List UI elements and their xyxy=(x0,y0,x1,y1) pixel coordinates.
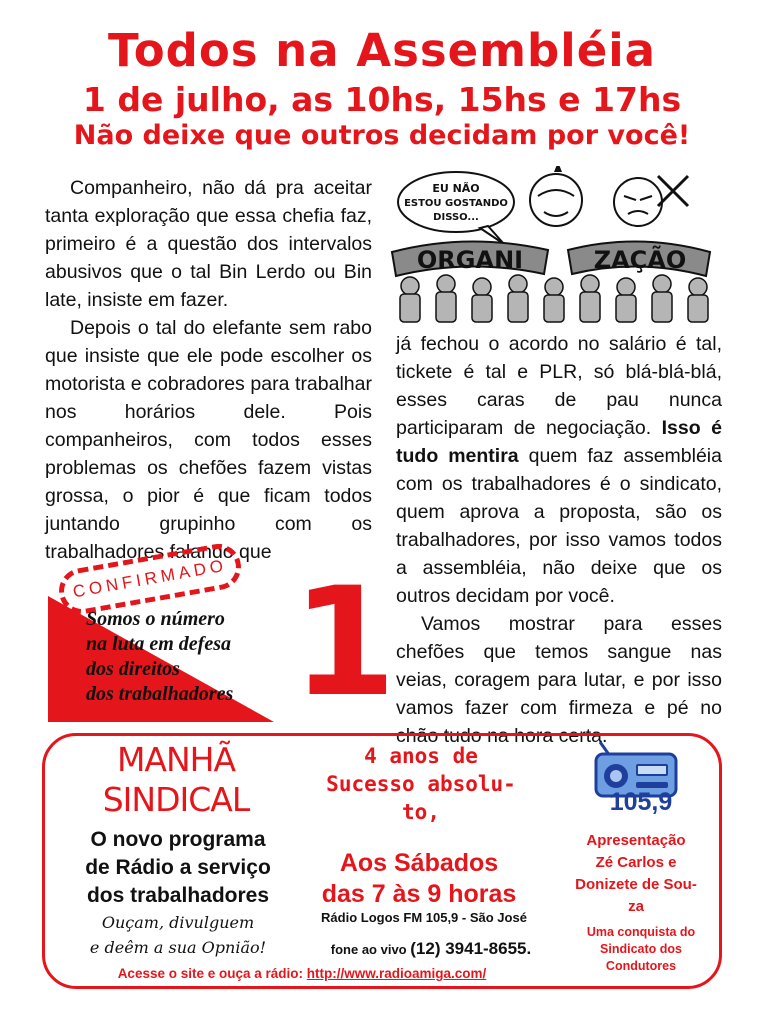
schedule-line: Aos Sábados xyxy=(339,849,499,877)
success-text xyxy=(306,742,536,826)
call-line: e deêm a sua Opnião! xyxy=(89,938,267,957)
success-line: 4 anos de xyxy=(364,744,478,768)
presenter-line: Donizete de Sou- xyxy=(575,876,697,893)
confirmado-line: na luta em defesa xyxy=(86,633,231,655)
article-highlight: Isso é tudo mentira xyxy=(396,417,722,467)
speech-line: ESTOU GOSTANDO xyxy=(404,198,508,209)
description-line: de Rádio a serviço xyxy=(85,856,271,879)
article-left-column xyxy=(45,174,372,566)
presenter-line: Apresentação xyxy=(586,832,686,849)
confirmado-line: dos direitos xyxy=(86,658,180,680)
article-paragraph: Companheiro, não dá pra aceitar tanta exploração que essa chefia faz, primeiro é a questão dos intervalos abusivos que o tal Bin Lerdo ou Bin late, insiste em fazer. xyxy=(45,177,372,311)
credit-line: Sindicato dos xyxy=(600,942,682,956)
article-text: já fechou o acordo no salário é tal, tickete é tal e PLR, só blá-blá-blá, esses caras de pau nunca participaram de negociação. xyxy=(396,333,722,439)
credit-line: Uma conquista do xyxy=(586,925,696,939)
article-paragraph: Vamos mostrar para esses chefões que temos sangue nas veias, coragem para lutar, e por isso vamos fazer com firmeza e pé no chão tudo na hora certa. xyxy=(396,613,722,747)
frequency: 105,9 xyxy=(609,788,673,816)
program-name xyxy=(72,740,280,820)
article-paragraph: Depois o tal do elefante sem rabo que insiste que ele pode escolher os motorista e cobradores para trabalhar nos horários dele. Pois companheiros, com todos esses problemas os chefões fazem vistas grossa, o pior é que ficam todos juntando grupinho com os trabalhadores falando que xyxy=(45,317,372,563)
page-title: Todos na Assembléia xyxy=(107,24,657,77)
speech-line: EU NÃO xyxy=(432,182,480,195)
presenters xyxy=(556,830,716,918)
success-line: Sucesso absolu- xyxy=(326,772,516,796)
banner-text: ORGANI xyxy=(416,246,524,274)
phone-label: fone ao vivo xyxy=(330,942,407,957)
description-line: dos trabalhadores xyxy=(86,884,270,907)
program-description xyxy=(62,826,294,910)
presenter-line: Zé Carlos e xyxy=(595,854,677,871)
description-line: O novo programa xyxy=(90,828,266,851)
article-paragraph xyxy=(396,330,722,610)
banner-text: ZAÇÃO xyxy=(593,246,687,274)
access-line xyxy=(42,966,562,981)
article-text: quem faz assembléia com os trabalhadores é o sindicato, quem aprova a proposta, são os trabalhadores, por isso vamos todos a assembléia, não deixe que os outros decidam por você. xyxy=(396,445,722,607)
schedule-line: das 7 às 9 horas xyxy=(321,880,517,908)
workers-cartoon xyxy=(388,166,728,324)
program-name-line: SINDICAL xyxy=(102,780,250,819)
success-line: to, xyxy=(402,800,440,824)
credit-line: Condutores xyxy=(605,959,677,973)
confirmado-text xyxy=(86,607,286,707)
call-line: Ouçam, divulguem xyxy=(101,913,255,932)
access-text: Acesse o site e ouça a rádio: xyxy=(117,966,304,981)
speech-line: DISSO... xyxy=(433,212,479,223)
number-one: 1 xyxy=(292,556,397,730)
schedule xyxy=(300,848,538,910)
radio-site-link[interactable]: http://www.radioamiga.com/ xyxy=(306,966,487,981)
confirmado-line: dos trabalhadores xyxy=(86,683,234,705)
station-name: Rádio Logos FM 105,9 - São José xyxy=(321,910,527,925)
union-credit xyxy=(566,924,716,975)
article-right-column xyxy=(396,330,722,750)
stamp-label: CONFIRMADO xyxy=(71,555,229,602)
program-name-line: MANHÃ xyxy=(116,740,236,779)
phone-number[interactable]: (12) 3941-8655. xyxy=(410,939,532,958)
confirmado-line: Somos o número xyxy=(86,608,225,630)
presenter-line: za xyxy=(628,898,644,915)
listen-call xyxy=(62,910,294,960)
slogan: Não deixe que outros decidam por você! xyxy=(73,120,691,151)
phone-line xyxy=(306,939,556,959)
date-line: 1 de julho, as 10hs, 15hs e 17hs xyxy=(82,80,682,119)
